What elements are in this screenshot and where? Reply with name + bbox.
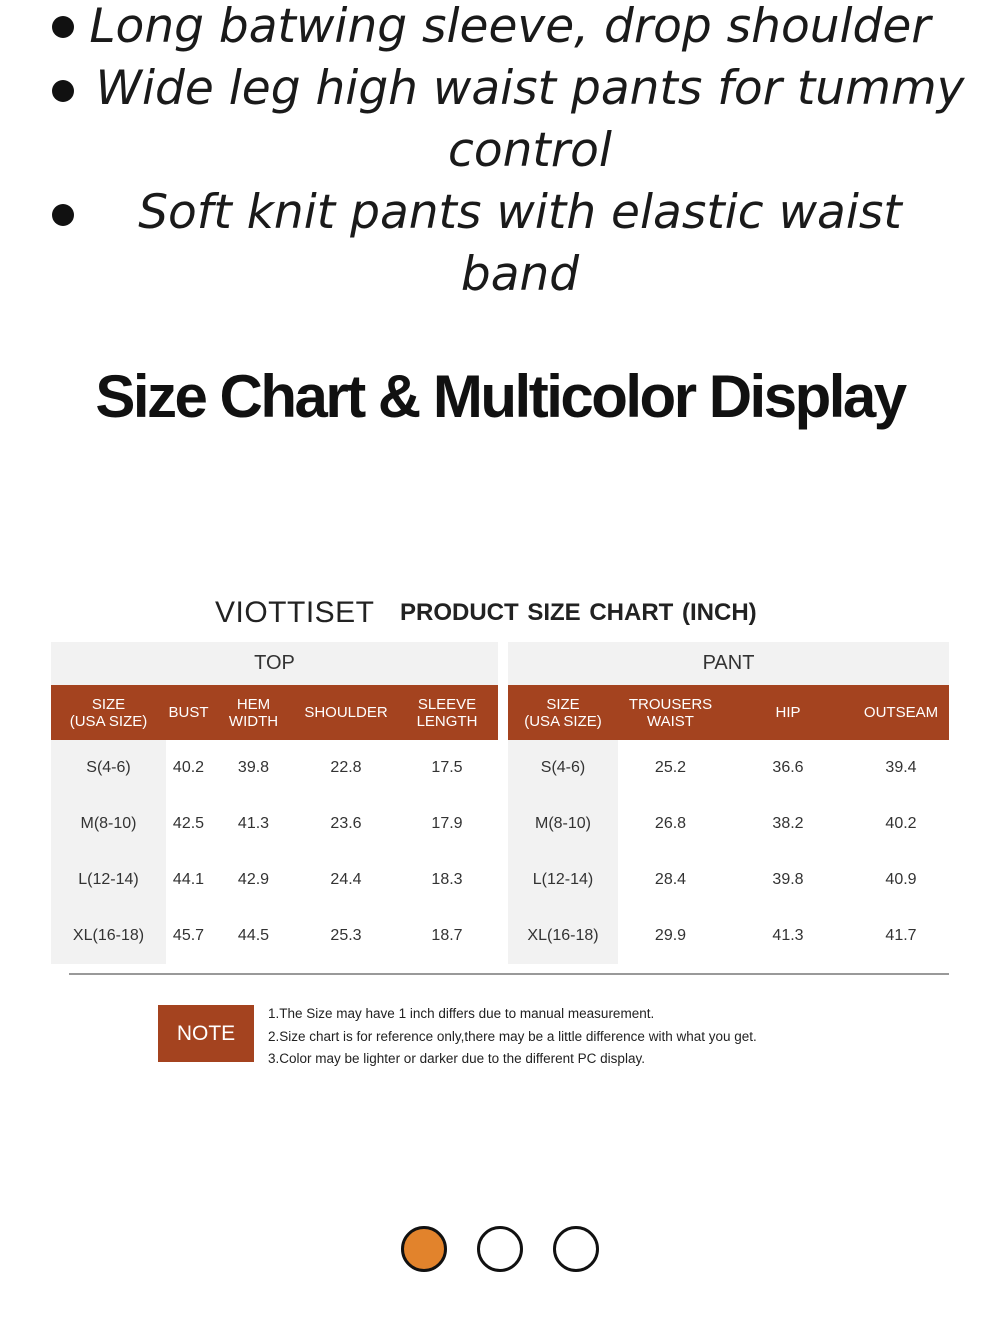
- size-cell: S(4-6): [508, 740, 618, 796]
- chart-title: PRODUCT SIZE CHART (INCH): [400, 599, 757, 626]
- value-cell: 18.7: [431, 927, 463, 944]
- size-cell: M(8-10): [508, 796, 618, 852]
- value-cell: 24.4: [330, 871, 362, 888]
- table-row: [508, 908, 949, 964]
- feature-item: [0, 0, 1000, 58]
- pant-column-headers: [508, 685, 949, 740]
- bullet-icon: [52, 204, 74, 226]
- table-row: [508, 740, 949, 796]
- column-header: TROUSERS WAIST: [628, 695, 713, 730]
- bullet-icon: [52, 80, 74, 102]
- table-row: [51, 852, 498, 908]
- value-cell: 39.8: [772, 871, 804, 888]
- value-cell: 23.6: [330, 815, 362, 832]
- pant-group-header: PANT: [702, 652, 755, 674]
- value-cell: 25.2: [654, 759, 687, 776]
- value-cell: 42.9: [237, 871, 270, 888]
- table-row: [51, 740, 498, 796]
- note-text: [268, 1003, 908, 1071]
- table-row: [51, 908, 498, 964]
- size-cell: S(4-6): [51, 740, 166, 796]
- column-header: HIP: [775, 704, 801, 721]
- value-cell: 28.4: [654, 871, 687, 888]
- size-cell: XL(16-18): [508, 908, 618, 964]
- top-table-body: [51, 740, 498, 964]
- column-header: OUTSEAM: [863, 704, 939, 721]
- size-chart-heading: [0, 596, 1000, 636]
- top-column-headers: [51, 685, 498, 740]
- size-cell: M(8-10): [51, 796, 166, 852]
- size-cell: L(12-14): [508, 852, 618, 908]
- value-cell: 40.9: [885, 871, 917, 888]
- feature-item: [0, 182, 1000, 306]
- value-cell: 44.1: [172, 871, 205, 888]
- size-cell: XL(16-18): [51, 908, 166, 964]
- size-cell: L(12-14): [51, 852, 166, 908]
- value-cell: 41.3: [772, 927, 804, 944]
- value-cell: 17.9: [431, 815, 463, 832]
- column-header: SHOULDER: [304, 704, 388, 721]
- carousel-dot[interactable]: [553, 1226, 599, 1272]
- feature-list: [0, 0, 1000, 306]
- value-cell: 18.3: [431, 871, 463, 888]
- value-cell: 40.2: [172, 759, 205, 776]
- carousel-dot[interactable]: [401, 1226, 447, 1272]
- value-cell: 45.7: [172, 927, 205, 944]
- section-title: Size Chart & Multicolor Display: [95, 363, 905, 430]
- top-size-table: [51, 642, 498, 964]
- feature-text: Wide leg high waist pants for tummy control: [95, 61, 965, 178]
- value-cell: 17.5: [431, 759, 463, 776]
- column-header: SLEEVE LENGTH: [416, 695, 478, 730]
- column-header: SIZE (USA SIZE): [69, 695, 148, 730]
- pant-size-table: [508, 642, 949, 964]
- divider: [69, 973, 949, 975]
- table-row: [508, 852, 949, 908]
- value-cell: 44.5: [237, 927, 270, 944]
- feature-text: Long batwing sleeve, drop shoulder: [89, 0, 931, 54]
- value-cell: 38.2: [772, 815, 804, 832]
- value-cell: 42.5: [172, 815, 205, 832]
- brand-name: VIOTTISET: [215, 596, 375, 629]
- pant-table-body: [508, 740, 949, 964]
- value-cell: 26.8: [654, 815, 687, 832]
- value-cell: 39.4: [885, 759, 917, 776]
- value-cell: 39.8: [237, 759, 270, 776]
- top-group-header: TOP: [254, 652, 295, 674]
- feature-item: [0, 58, 1000, 182]
- column-header: SIZE (USA SIZE): [524, 695, 602, 730]
- table-row: [51, 796, 498, 852]
- value-cell: 29.9: [654, 927, 687, 944]
- value-cell: 36.6: [772, 759, 804, 776]
- feature-text: Soft knit pants with elastic waist band: [138, 185, 902, 302]
- note-line: 2.Size chart is for reference only,there may be a little difference with what you get.: [268, 1028, 757, 1044]
- note-badge: NOTE: [158, 1005, 254, 1062]
- value-cell: 22.8: [330, 759, 362, 776]
- carousel-dot[interactable]: [477, 1226, 523, 1272]
- value-cell: 25.3: [330, 927, 362, 944]
- note-line: 3.Color may be lighter or darker due to the different PC display.: [268, 1051, 645, 1066]
- column-header: HEM WIDTH: [228, 695, 279, 730]
- value-cell: 40.2: [885, 815, 917, 832]
- value-cell: 41.7: [885, 927, 917, 944]
- bullet-icon: [52, 16, 74, 38]
- value-cell: 41.3: [237, 815, 270, 832]
- note-line: 1.The Size may have 1 inch differs due to manual measurement.: [268, 1006, 655, 1021]
- table-row: [508, 796, 949, 852]
- carousel-indicators: [0, 1226, 1000, 1272]
- column-header: BUST: [168, 704, 209, 721]
